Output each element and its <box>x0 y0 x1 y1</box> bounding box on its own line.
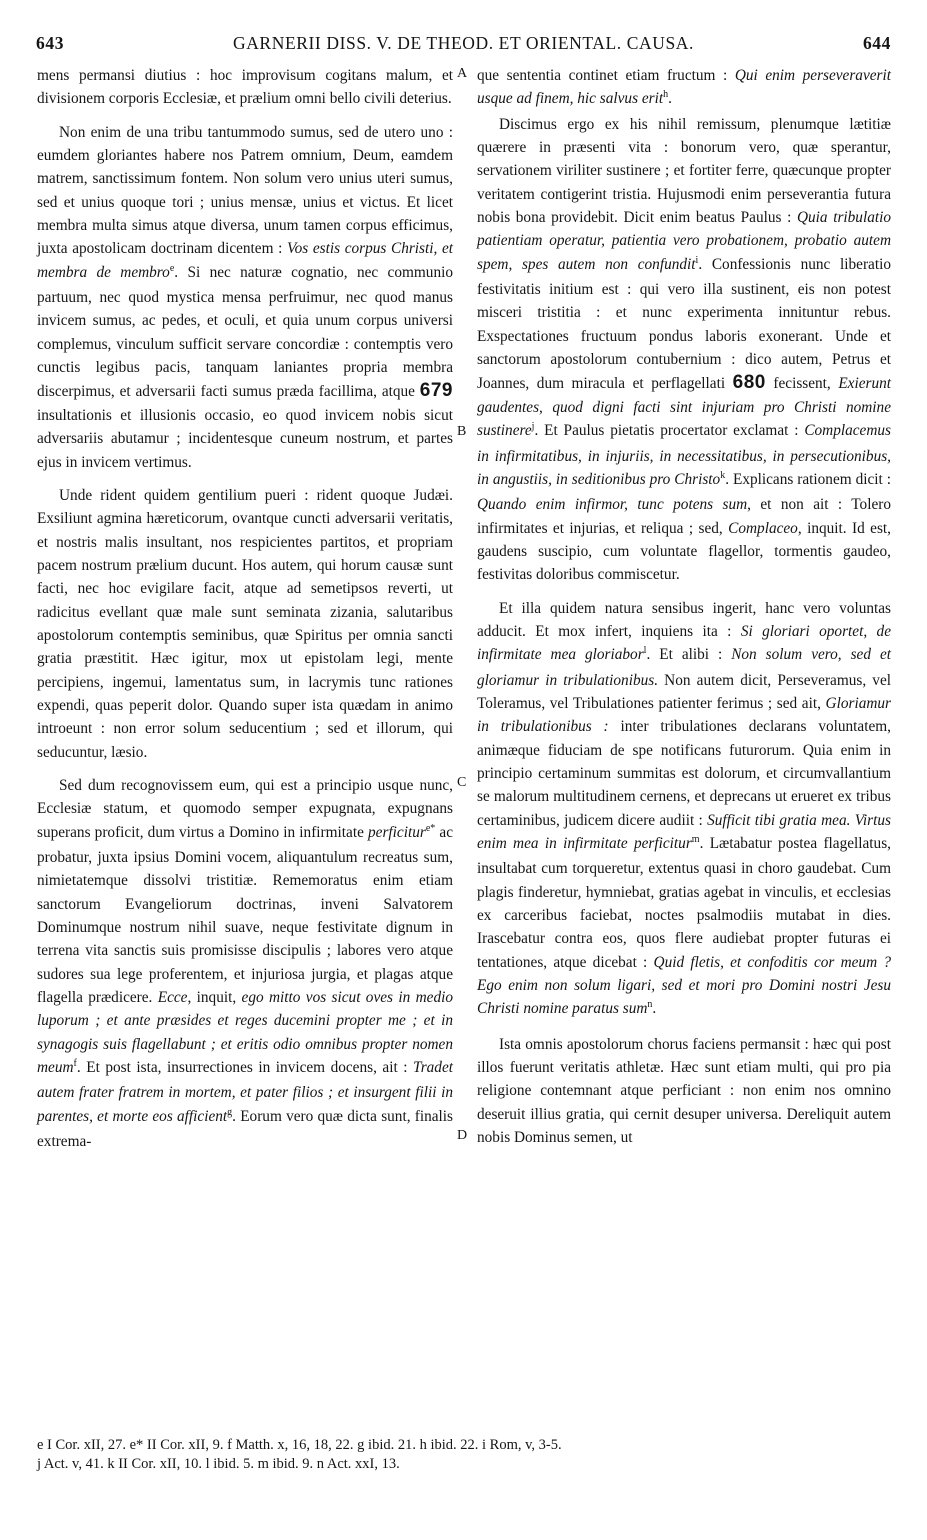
footnote-ref: j <box>531 421 535 433</box>
footnote-ref: l <box>643 645 647 657</box>
margin-number: 679 <box>419 380 453 402</box>
section-marker-a: A <box>457 66 468 81</box>
footnote-ref: n <box>647 999 653 1011</box>
footnote-ref: e* <box>425 822 436 834</box>
page-header <box>36 33 891 61</box>
paragraph: Ista omnis apostolorum chorus faciens permansit : hæc qui post illos fuerunt veritatis athletæ. Hæc sunt etiam multi, qui pro pia religione contemnant atque perficiant : non enim nos omnino deseruit illius gratia, qui cernit desuper universa. Dereliquit autem nobis Dominus semen, ut <box>477 1035 891 1147</box>
footnote-ref: h <box>663 89 669 101</box>
paragraph: Et illa quidem natura sensibus ingerit, hanc vero voluntas adducit. Et mox infert, inquiens ita : Si gloriari oportet, de infirmitate mea gloriabor$^l$. Et alibi : Non solum vero, sed et gloriamur in tribulationibus. Non autem dicit, Perseveramus, vel Toleramus, vel Tribulationes patienter ferimus ; sed ait, Gloriamur in tribulationibus : inter tribulationes declarans voluntatem, animæque fiduciam de spe notificans futurorum. Quia enim in principio certaminum summitas est dolorum, et circumvallantium se malorum multitudinem cernens, et deprecans ut erueret ex tribus certaminibus, judicem dicere audiit : Sufficit tibi gratia mea. Virtus enim mea in infirmitate perficitur$^m$. Lætabatur postea flagellatus, insultabat cum torqueretur, extentus quasi in choro gaudebat. Cum plagis finderetur, hymniebat, gratias agebat in vinculis, et ecclesias ex carceribus faciebat, noctes psalmodiis mutabat in dies. Irascebatur contra eos, quos flere audiebat propter futuras ei tentationes, atque dicebat : Quid fletis, et confoditis cor meum ? Ego enim non solum ligari, sed et mori pro Domini nostri Jesu Christi nomine paratus sum$^n$. <box>477 599 892 1018</box>
paragraph: Non enim de una tribu tantummodo sumus, sed de utero uno : eumdem gloriantes habere nos Patrem omnium, Deum, eamdem matrem, sanctissimum fontem. Non solum vero unius uteri sumus, sed et unius quoque tori ; unius mensæ, unius et victus. Et licet membra multa simus atque diversa, unum tamen corpus efficimus, juxta apostolicam doctrinam dicentem : Vos estis corpus Christi, et membra de membro$^e$. Si nec naturæ cognatio, nec communio partuum, nec quod mystica mensa perfruimur, nec quod manus invicem sumus, ac pedes, et oculi, et quia unum corpus universi complemus, vinculum sufficit servare concordiæ : contemptis vero cunctis legibus pacis, tanquam laniantes propria membra discerpimus, et adversarii facti sumus præda facillima, atque 679 insultationis et illusionis occasio, eo quod invicem nobis sicut adversariis abutamur ; incidentesque cuneum nostrum, et partes ejus in invicem vertimus. <box>37 123 453 471</box>
footnote-line: j Act. v, 41. k II Cor. xII, 10. l ibid. 5. m ibid. 9. n Act. xxI, 13. <box>37 1456 400 1472</box>
paragraph: que sententia continet etiam fructum : Qui enim perseveraverit usque ad finem, hic salvus erit$^h$. <box>477 67 891 108</box>
footnote-ref: i <box>695 254 699 266</box>
footnote-ref: f <box>73 1058 77 1070</box>
paragraph: Sed dum recognovissem eum, qui est a principio usque nunc, Ecclesiæ statum, et quomodo semper expugnata, expugnans superans proficit, dum virtus a Domino in infirmitate perficitur$^{e*}$ ac probatur, juxta ipsius Domini vocem, aliquantulum recreatus sum, nimietatemque dissolvi tristitiæ. Rememoratus enim etiam sanctorum Evangeliorum doctrinas, inveni Salvatorem Dominumque nostrum nihil suave, neque festivitate dignum in terrena vita sanctis suis promisisse discipulis ; labores vero atque sudores sua lege proferentem, et injuriosa jurgia, et plagas atque flagella prædicere. Ecce, inquit, ego mitto vos sicut oves in medio luporum ; et ante præsides et reges ducemini propter me ; et in synagogis suis flagellabunt ; et eritis odio omnibus propter nomen meum$^f$. Et post ista, insurrectiones in invicem docens, ait : Tradet autem frater fratrem in mortem, et pater filios ; et insurgent filii in parentes, et morte eos afficient$^g$. Eorum vero quæ dicta sunt, finalis extrema- <box>37 776 453 1151</box>
footnote-line: e I Cor. xII, 27. e* II Cor. xII, 9. f Matth. x, 16, 18, 22. g ibid. 21. h ibid. 22. i Rom, v, 3-5. <box>37 1437 562 1453</box>
paragraph: mens permansi diutius : hoc improvisum cogitans malum, et divisionem corporis Ecclesiæ, et prælium omni bello civili deterius. <box>37 67 453 108</box>
left-column <box>37 64 453 1153</box>
margin-number: 680 <box>732 372 766 394</box>
footnote-ref: e <box>169 262 175 274</box>
footnote-ref: m <box>691 834 700 845</box>
footnote-ref: k <box>720 469 726 481</box>
paragraph: Discimus ergo ex his nihil remissum, plenumque lætitiæ quærere in præsenti vita : bonorum vero, quæ sperantur, servationem viriliter sustinere ; et fortiter ferre, quæcunque propter veritatem contigerint tristia. Hujusmodi enim perseverantia futura nobis bona providebit. Dicit enim beatus Paulus : Quia tribulatio patientiam operatur, patientia vero probationem, probatio autem spem, spes autem non confundit$^i$. Confessionis nunc liberatio festivitatis initium est : qui vero illa sustinent, eis non potest misceri tristitia : et nunc experimenta innituntur rebus. Exspectationes fructuum pondus laboris exonerant. Unde et sanctorum apostolorum contubernium : dico autem, Petrus et Joannes, dum miracula et perflagellati 680 fecissent, Exierunt gaudentes, quod digni facti sint injuriam pro Christi nomine sustinere$^j$. Et Paulus pietatis procertator exclamat : Complacemus in infirmitatibus, in injuriis, in necessitatibus, in persecutionibus, in angustiis, in seditionibus pro Christo$^k$. Explicans rationem dicit : Quando enim infirmor, tunc potens sum, et non ait : Tolero infirmitates et injurias, et reliqua ; sed, Complaceo, inquit. Id est, gaudens suscipio, cum voluntate flagellor, tormentis gaudeo, festivitas doloribus commiscetur. <box>477 115 891 584</box>
section-marker-d: D <box>457 1128 468 1143</box>
section-marker-b: B <box>457 424 467 439</box>
footnote-ref: g <box>227 1106 233 1118</box>
running-title: GARNERII DISS. V. DE THEOD. ET ORIENTAL. CAUSA. <box>232 33 695 53</box>
page-number-left: 643 <box>36 33 65 53</box>
section-marker-c: C <box>457 775 467 790</box>
paragraph: Unde rident quidem gentilium pueri : rident quoque Judæi. Exsiliunt agmina hæreticorum, ovantque cuncti adversarii veritatis, et nostris malis insultant, nos respicientes partitos, et propriam pacem nostrum prælium ducunt. Hos autem, qui horum causæ sunt facti, nec hoc evigilare facit, atque ad semetipsos reverti, ut radicitus evellant quæ male sunt seminata zizania, salutaribus apostolorum contemptis seminibus, quæ Spiritus per omnia sancti gratia præstitit. Hæc igitur, mox ut epistolam legi, mente percipiens, ingemui, lamentatus sum, in lacrymis tunc rationes expendi, quas peperit dolor. Quando super ista quædam in animo introeunt : non error solum seducentium ; sed et illorum, qui seducuntur, læsio. <box>37 486 453 761</box>
footnotes <box>37 1436 891 1474</box>
page-number-right: 644 <box>862 33 891 53</box>
right-column <box>477 64 891 1149</box>
